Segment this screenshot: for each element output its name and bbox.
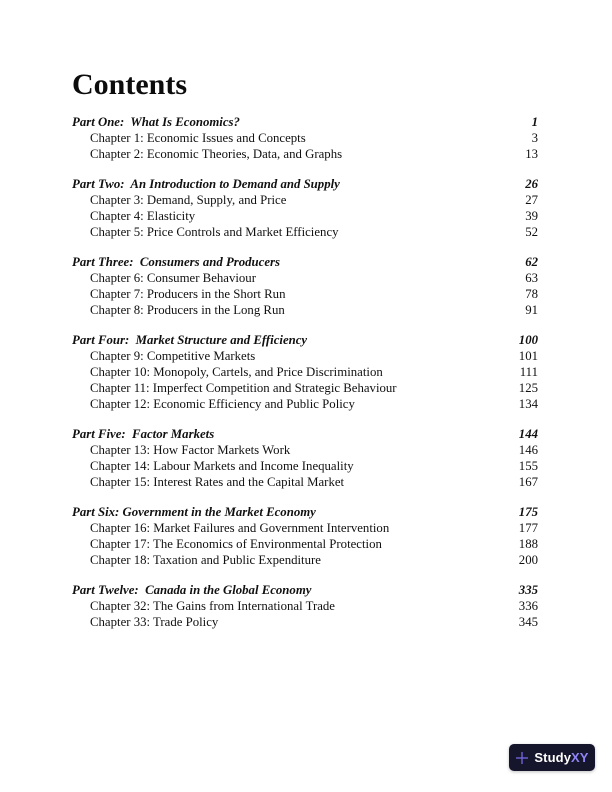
chapter-row <box>72 286 538 302</box>
part-title: Part Three: Consumers and Producers <box>72 255 280 269</box>
chapter-page-number: 345 <box>518 615 538 629</box>
chapter-title: Chapter 7: Producers in the Short Run <box>90 287 286 301</box>
chapter-page-number: 134 <box>518 397 538 411</box>
chapter-page-number: 101 <box>518 349 538 363</box>
part-page-number: 1 <box>531 115 538 129</box>
chapter-title: Chapter 15: Interest Rates and the Capital Market <box>90 475 345 489</box>
toc-page <box>72 70 538 630</box>
chapter-page-number: 3 <box>531 131 538 145</box>
chapter-row <box>72 130 538 146</box>
chapter-page-number: 13 <box>525 147 538 161</box>
part-title: Part Four: Market Structure and Efficiency <box>72 333 308 347</box>
chapter-row <box>72 208 538 224</box>
toc-section <box>72 504 538 568</box>
part-row <box>72 332 538 348</box>
part-row <box>72 254 538 270</box>
chapter-title: Chapter 6: Consumer Behaviour <box>90 271 256 285</box>
part-page-number: 62 <box>525 255 538 269</box>
part-title: Part Twelve: Canada in the Global Economy <box>72 583 312 597</box>
chapter-page-number: 336 <box>518 599 538 613</box>
chapter-page-number: 111 <box>519 365 538 379</box>
studyxy-badge <box>509 744 595 771</box>
chapter-page-number: 27 <box>525 193 538 207</box>
chapter-row <box>72 474 538 490</box>
chapter-row <box>72 364 538 380</box>
chapter-title: Chapter 3: Demand, Supply, and Price <box>90 193 287 207</box>
chapter-title: Chapter 33: Trade Policy <box>90 615 219 629</box>
chapter-row <box>72 224 538 240</box>
chapter-row <box>72 458 538 474</box>
chapter-page-number: 155 <box>518 459 538 473</box>
chapter-title: Chapter 5: Price Controls and Market Efficiency <box>90 225 339 239</box>
chapter-title: Chapter 13: How Factor Markets Work <box>90 443 291 457</box>
toc-section <box>72 332 538 412</box>
chapter-page-number: 188 <box>518 537 538 551</box>
chapter-title: Chapter 32: The Gains from International Trade <box>90 599 335 613</box>
chapter-row <box>72 192 538 208</box>
chapter-page-number: 167 <box>518 475 538 489</box>
toc-section <box>72 114 538 162</box>
chapter-title: Chapter 8: Producers in the Long Run <box>90 303 285 317</box>
chapter-row <box>72 270 538 286</box>
chapter-page-number: 125 <box>518 381 538 395</box>
part-page-number: 26 <box>525 177 538 191</box>
brand-name-accent: XY <box>571 750 589 765</box>
part-page-number: 100 <box>518 333 538 347</box>
part-row <box>72 426 538 442</box>
chapter-page-number: 63 <box>525 271 538 285</box>
chapter-title: Chapter 10: Monopoly, Cartels, and Price Discrimination <box>90 365 383 379</box>
chapter-page-number: 78 <box>525 287 538 301</box>
chapter-title: Chapter 18: Taxation and Public Expenditure <box>90 553 321 567</box>
toc-sections <box>72 114 538 630</box>
chapter-title: Chapter 11: Imperfect Competition and Strategic Behaviour <box>90 381 397 395</box>
chapter-page-number: 39 <box>525 209 538 223</box>
chapter-row <box>72 614 538 630</box>
chapter-title: Chapter 14: Labour Markets and Income Inequality <box>90 459 354 473</box>
chapter-row <box>72 302 538 318</box>
chapter-row <box>72 380 538 396</box>
brand-name-primary: Study <box>534 750 572 765</box>
toc-section <box>72 426 538 490</box>
chapter-title: Chapter 12: Economic Efficiency and Public Policy <box>90 397 355 411</box>
page-title: Contents <box>72 68 188 101</box>
part-title: Part Six: Government in the Market Economy <box>72 505 316 519</box>
chapter-row <box>72 442 538 458</box>
chapter-row <box>72 552 538 568</box>
chapter-row <box>72 598 538 614</box>
part-title: Part One: What Is Economics? <box>72 115 240 129</box>
chapter-title: Chapter 4: Elasticity <box>90 209 196 223</box>
chapter-title: Chapter 9: Competitive Markets <box>90 349 256 363</box>
toc-section <box>72 176 538 240</box>
part-row <box>72 114 538 130</box>
chapter-row <box>72 348 538 364</box>
plus-icon <box>515 751 529 765</box>
chapter-row <box>72 536 538 552</box>
toc-section <box>72 254 538 318</box>
chapter-row <box>72 520 538 536</box>
chapter-title: Chapter 2: Economic Theories, Data, and Graphs <box>90 147 343 161</box>
chapter-row <box>72 396 538 412</box>
chapter-title: Chapter 1: Economic Issues and Concepts <box>90 131 306 145</box>
part-page-number: 144 <box>518 427 538 441</box>
part-page-number: 335 <box>518 583 538 597</box>
chapter-page-number: 177 <box>518 521 538 535</box>
chapter-page-number: 91 <box>525 303 538 317</box>
part-title: Part Five: Factor Markets <box>72 427 215 441</box>
part-row <box>72 582 538 598</box>
toc-section <box>72 582 538 630</box>
part-page-number: 175 <box>518 505 538 519</box>
part-title: Part Two: An Introduction to Demand and Supply <box>72 177 340 191</box>
chapter-page-number: 146 <box>518 443 538 457</box>
part-row <box>72 504 538 520</box>
chapter-title: Chapter 17: The Economics of Environmental Protection <box>90 537 382 551</box>
chapter-page-number: 52 <box>525 225 538 239</box>
chapter-row <box>72 146 538 162</box>
brand-name <box>534 750 588 765</box>
chapter-page-number: 200 <box>518 553 538 567</box>
part-row <box>72 176 538 192</box>
chapter-title: Chapter 16: Market Failures and Government Intervention <box>90 521 390 535</box>
